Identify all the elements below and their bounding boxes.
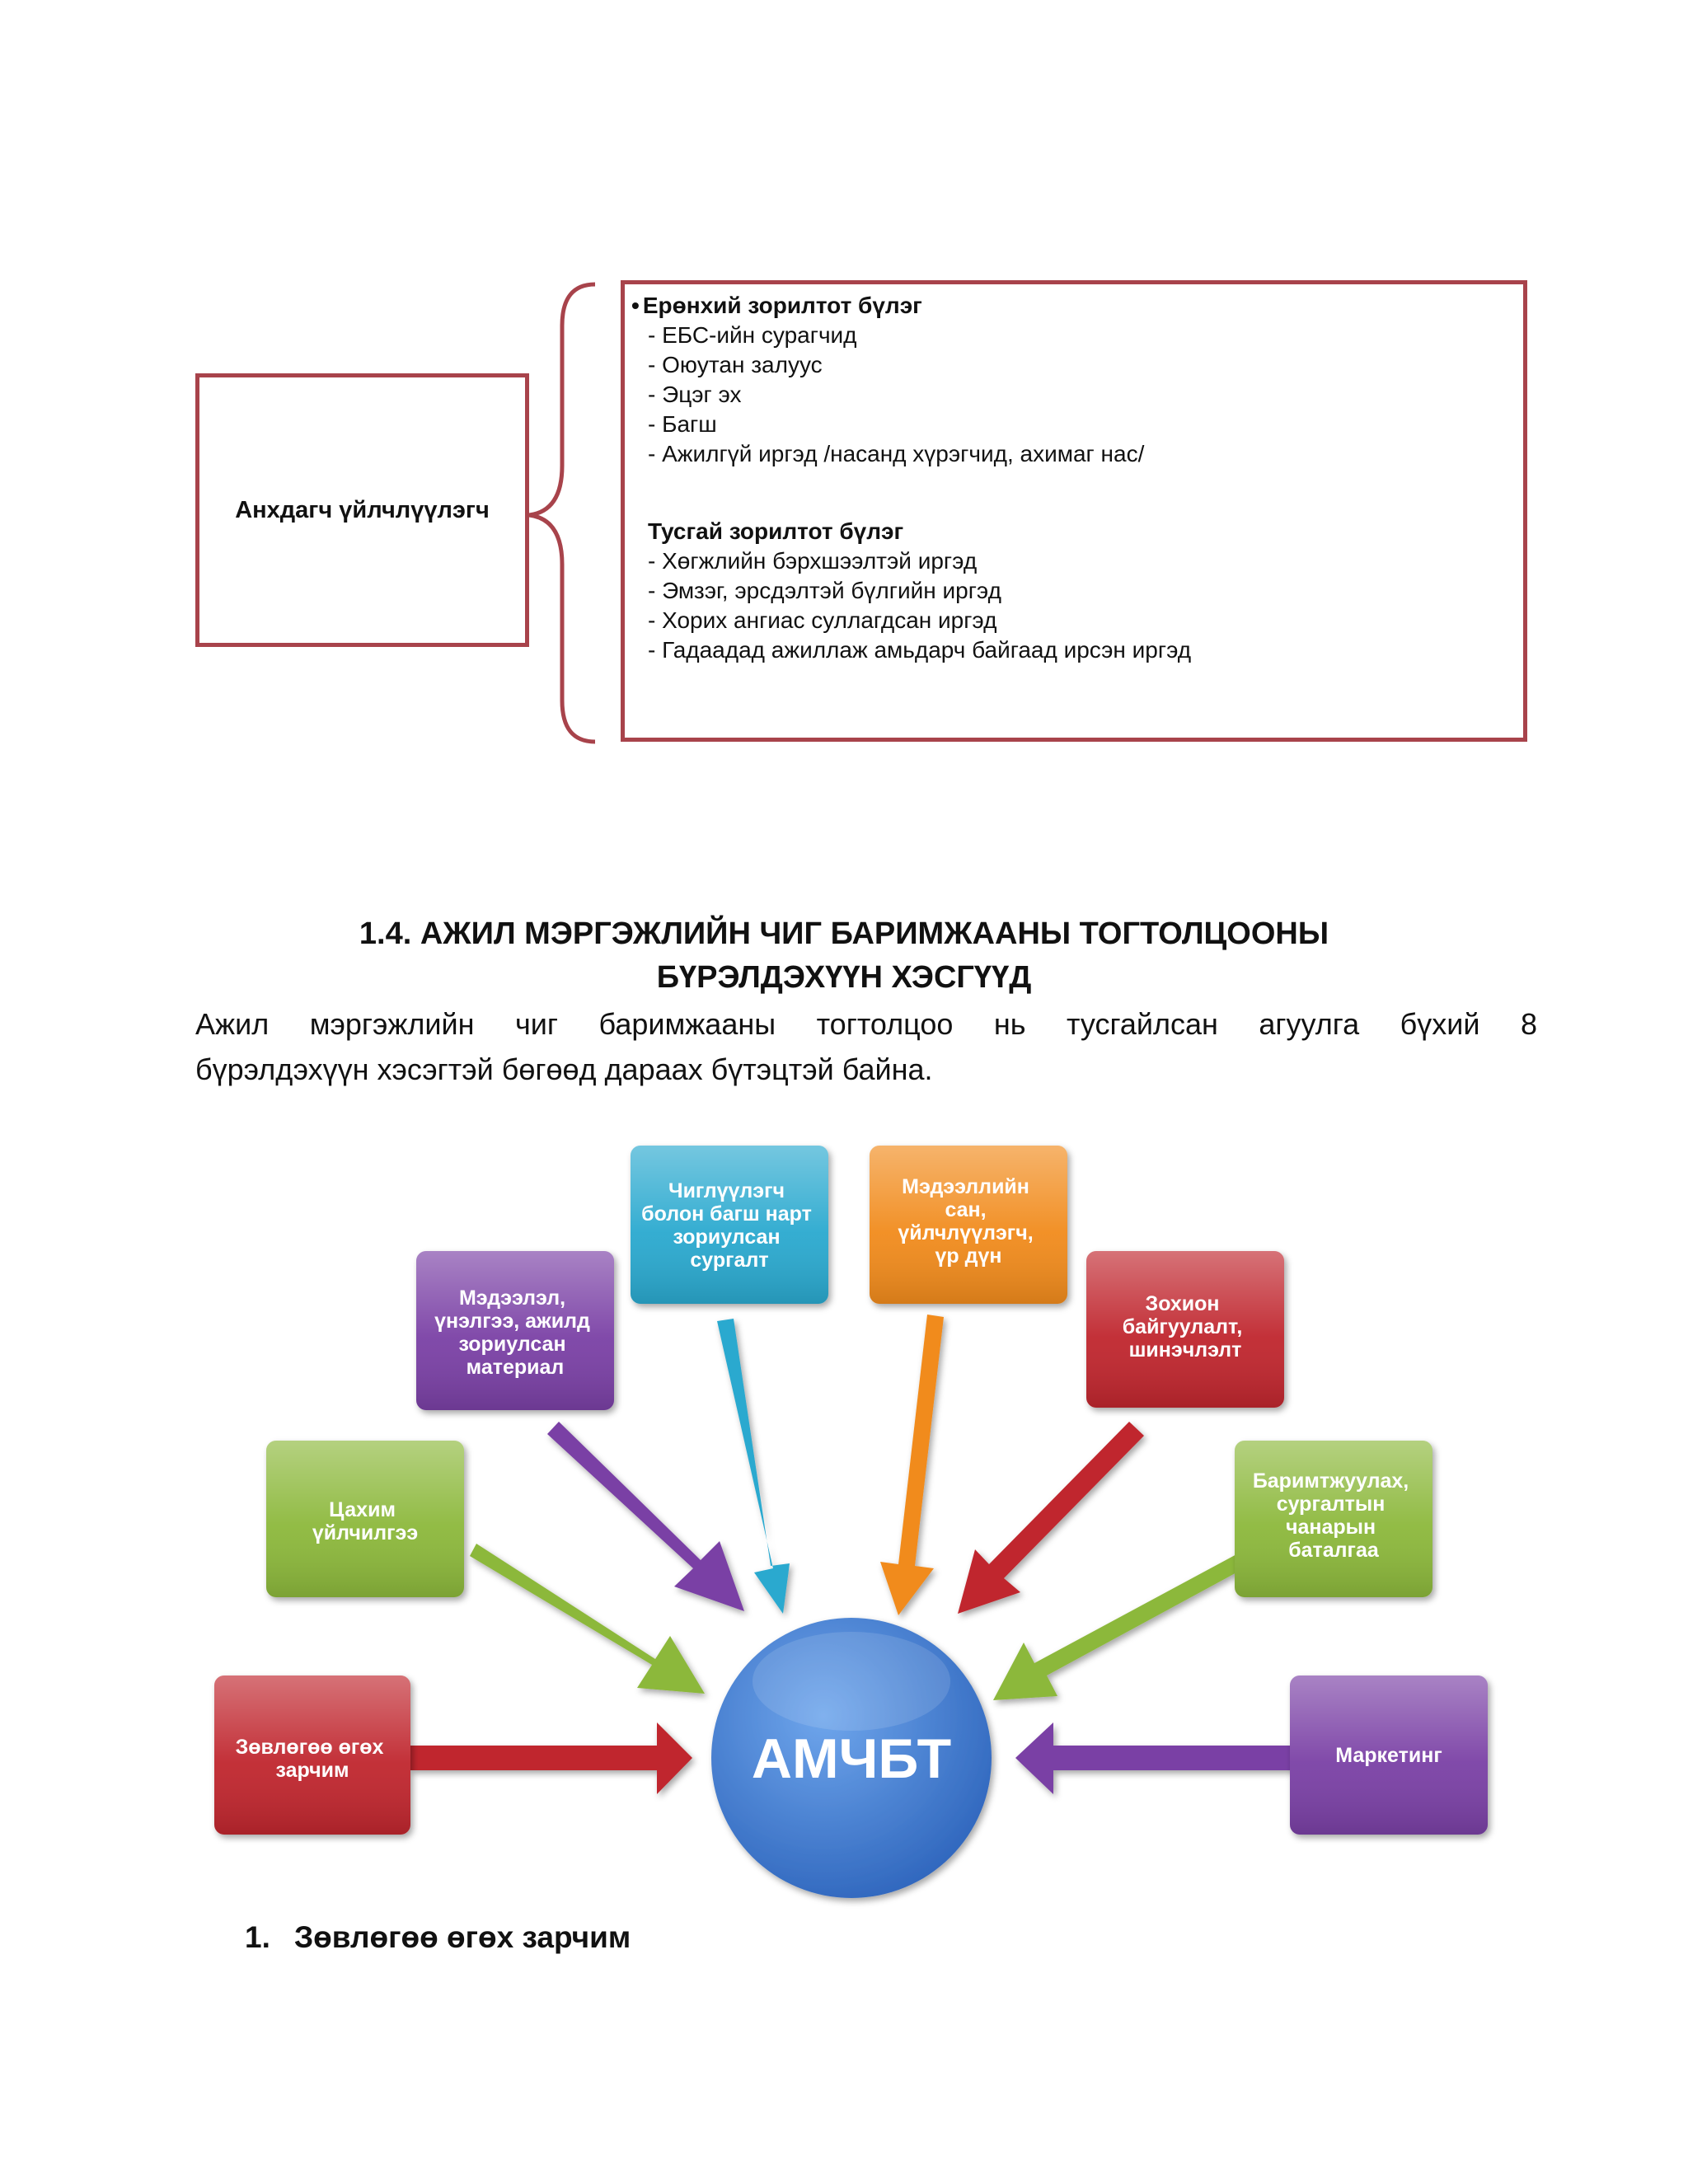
component-materials	[416, 1251, 614, 1410]
general-group-item: - Ажилгүй иргэд /насанд хүрэгчид, ахимаг нас/	[648, 441, 1145, 466]
arrow-database	[880, 1315, 944, 1615]
section-heading: 1.4. АЖИЛ МЭРГЭЖЛИЙН ЧИГ БАРИМЖААНЫ ТОГТОЛЦООНЫ	[359, 916, 1329, 951]
general-group-item: - Эцэг эх	[648, 382, 742, 407]
heading-number: 1.	[245, 1920, 270, 1954]
general-group-item: - Багш	[648, 411, 717, 437]
special-group-item: - Хорих ангиас суллагдсан иргэд	[648, 607, 997, 633]
special-group-title: Тусгай зорилтот бүлэг	[648, 518, 904, 544]
component-label: Зөвлөгөө өгөх зарчим	[235, 1736, 384, 1782]
component-label: Мэдээллийн сан, үйлчлүүлэгч, үр дүн	[898, 1175, 1034, 1268]
component-label: Чиглүүлэгч болон багш нарт зориулсан сургалт	[641, 1179, 812, 1272]
component-label: Маркетинг	[1335, 1744, 1442, 1767]
arrow-documentation	[993, 1548, 1259, 1700]
special-group-item: - Гадаадад ажиллаж амьдарч байгаад ирсэн иргэд	[648, 637, 1192, 663]
arrow-materials	[547, 1422, 744, 1611]
component-label: Баримтжуулах, сургалтын чанарын баталгаа	[1252, 1469, 1409, 1562]
arrow-consulting	[410, 1722, 692, 1794]
center-node	[711, 1618, 992, 1898]
component-organization	[1086, 1251, 1284, 1408]
numbered-heading	[245, 1920, 631, 1955]
component-label: Цахим үйлчилгээ	[312, 1498, 419, 1544]
general-group-title: • Ерөнхий зорилтот бүлэг	[631, 293, 922, 318]
paragraph-line: Ажил мэргэжлийн чиг баримжааны тогтолцоо нь тусгайлсан агуулга бүхий 8	[195, 1007, 1537, 1041]
component-documentation	[1235, 1441, 1432, 1597]
component-consulting	[214, 1675, 410, 1835]
arrow-marketing	[1015, 1722, 1294, 1794]
component-database	[870, 1146, 1067, 1304]
paragraph-line: бүрэлдэхүүн хэсэгтэй бөгөөд дараах бүтэцтэй байна.	[195, 1052, 933, 1086]
component-training	[631, 1146, 828, 1304]
arrow-organization	[958, 1422, 1144, 1614]
general-group-item: - ЕБС-ийн сурагчид	[648, 322, 857, 348]
component-label: Мэдээлэл, үнэлгээ, ажилд зориулсан материал	[434, 1286, 590, 1379]
center-label: АМЧБТ	[751, 1727, 952, 1790]
heading-text: Зөвлөгөө өгөх зарчим	[294, 1920, 631, 1954]
component-marketing	[1290, 1675, 1488, 1835]
special-group-item: - Хөгжлийн бэрхшээлтэй иргэд	[648, 548, 978, 574]
general-group-item: - Оюутан залуус	[648, 352, 823, 377]
special-group-item: - Эмзэг, эрсдэлтэй бүлгийн иргэд	[648, 578, 1001, 603]
component-label: Зохион байгуулалт, шинэчлэлт	[1122, 1292, 1243, 1361]
section-heading-line2: БҮРЭЛДЭХҮҮН ХЭСГҮҮД	[656, 960, 1032, 995]
arrow-e-services	[470, 1544, 705, 1694]
component-e-services	[266, 1441, 464, 1597]
primary-client-label: Анхдагч үйлчлүүлэгч	[235, 496, 490, 523]
